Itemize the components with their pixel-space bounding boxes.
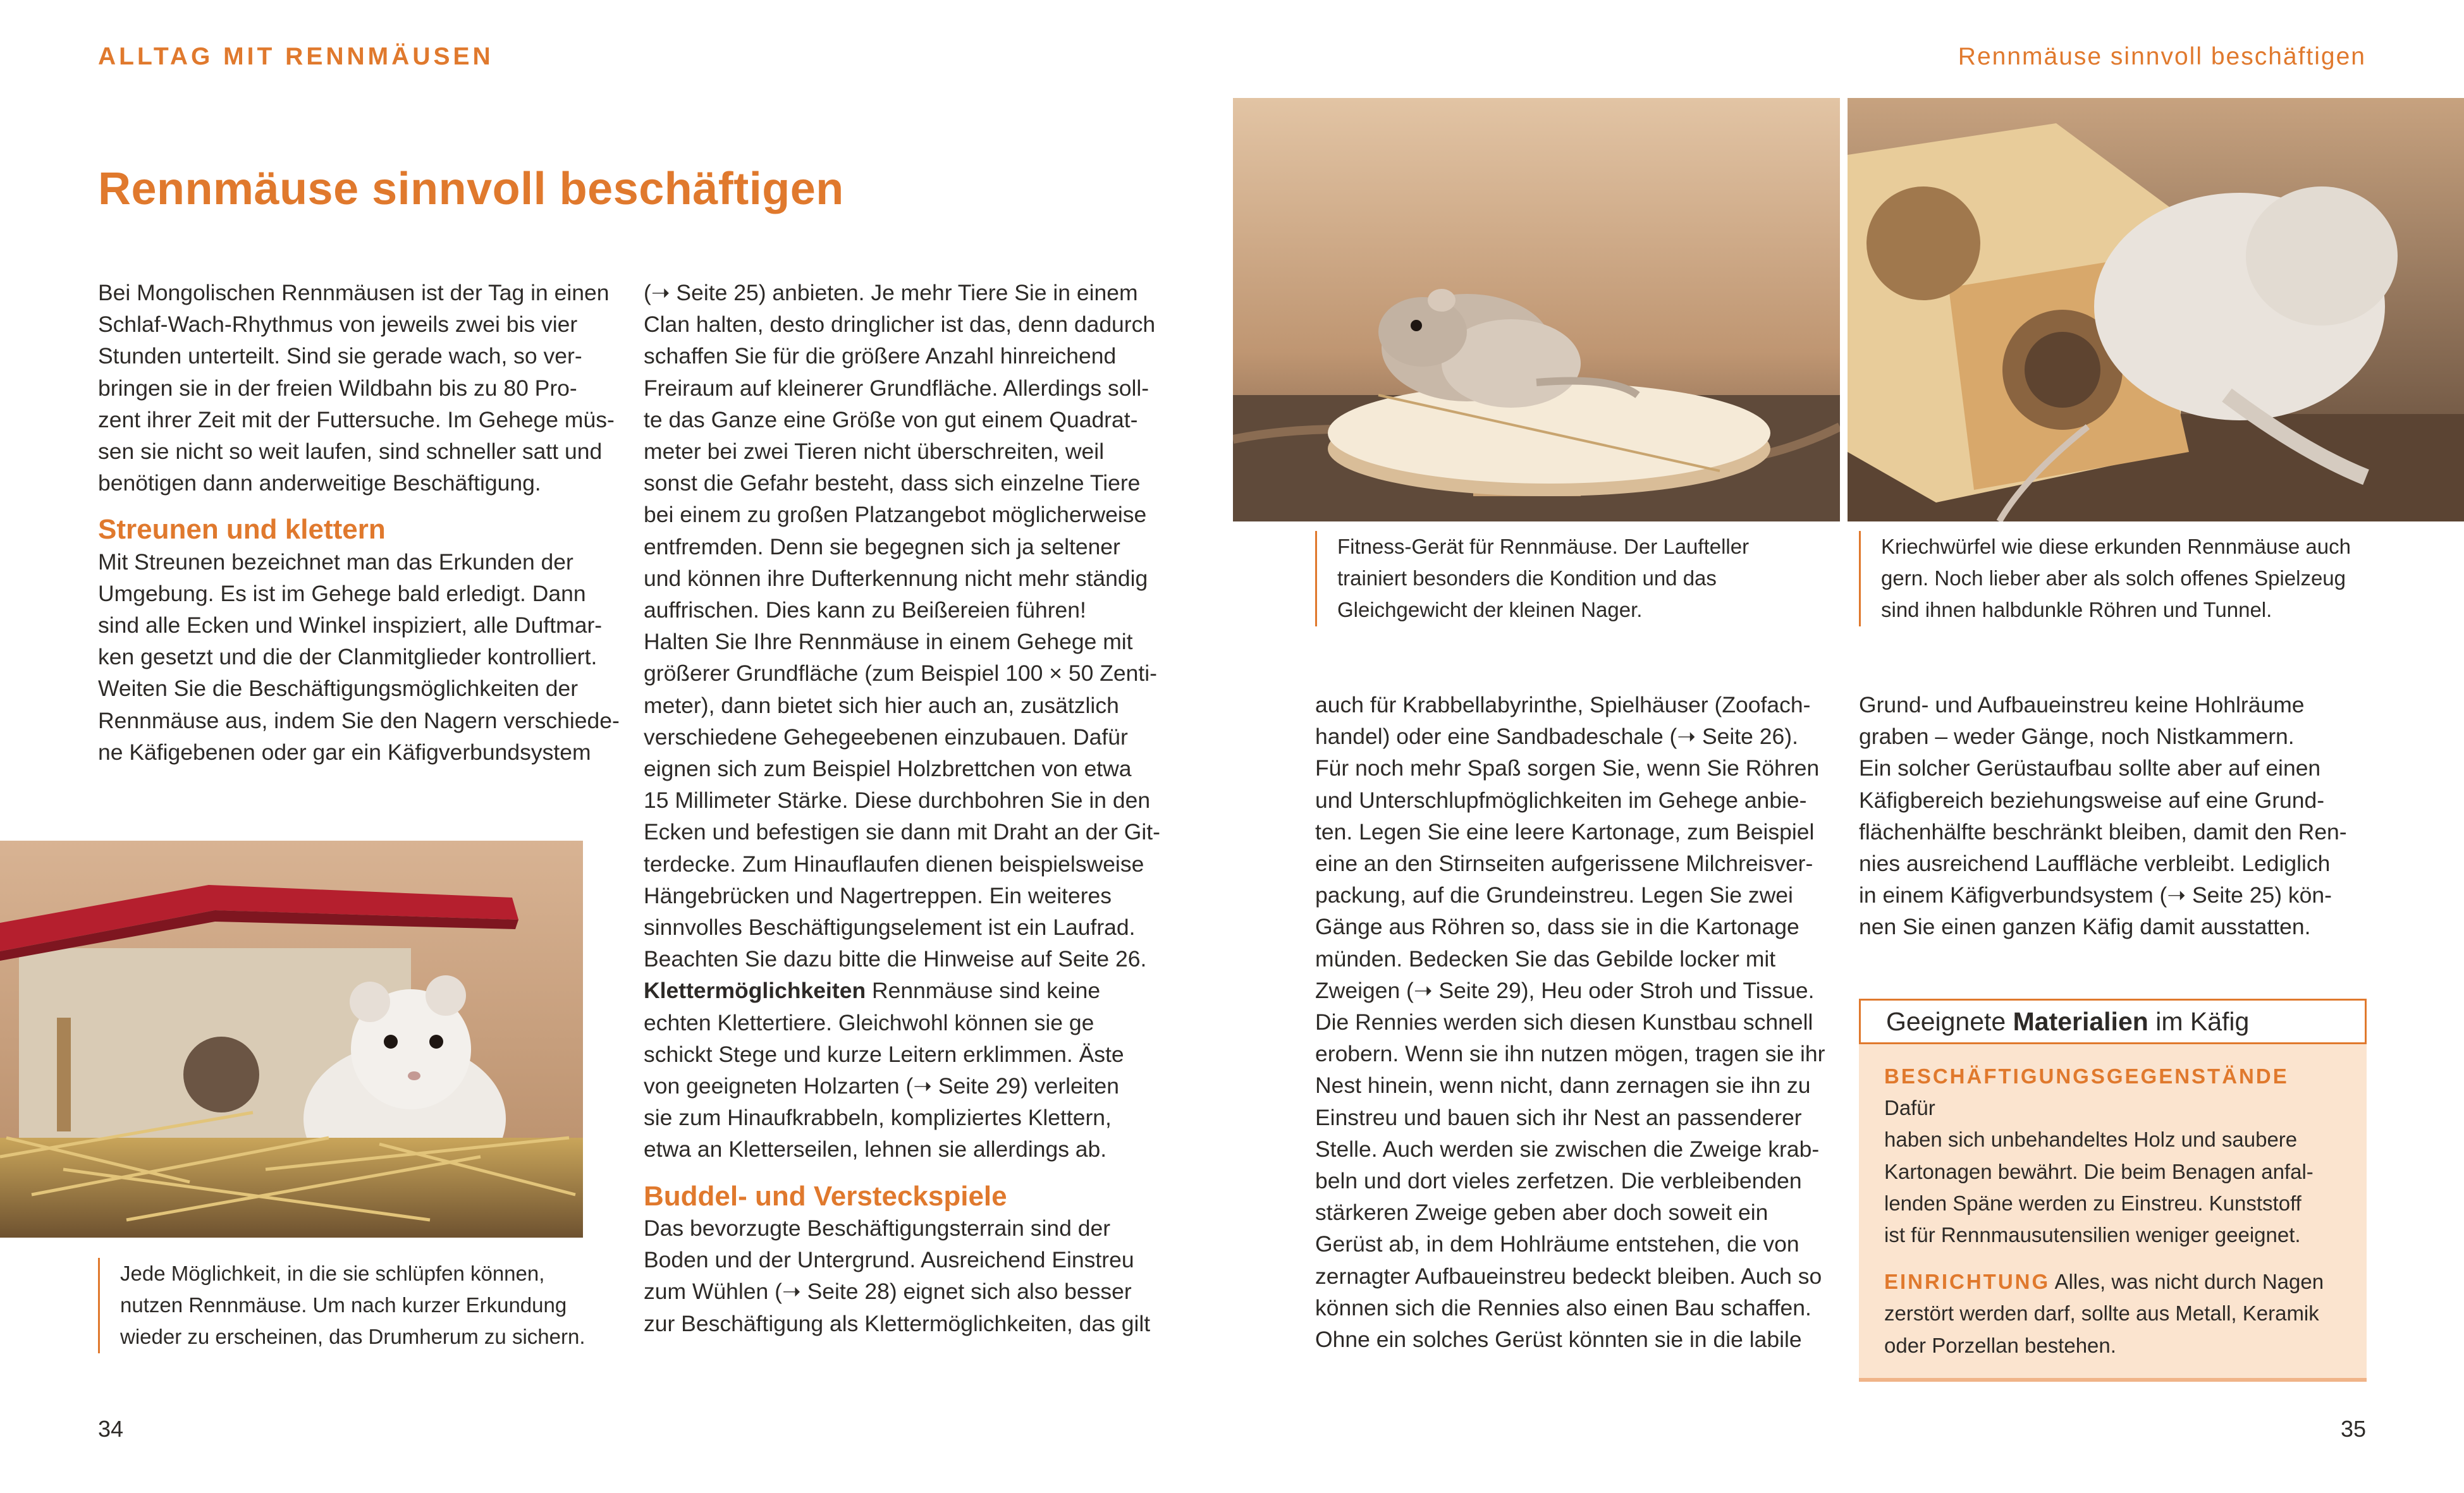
column-3-paragraph: auch für Krabbellabyrinthe, Spielhäuser (Zoofach- handel) oder eine Sandbadeschale (➝ Seite 26). Für noch mehr Spaß sorgen Sie, wenn Sie Röhren und Unterschlupfmöglichkeiten im Gehege anbie- ten. Legen Sie eine leere Kartonage, zum Beispiel eine an den Stirnseiten aufgerissene Milchreisver- packung, auf die Grundeinstreu. Legen Sie zwei Gänge aus Röhren so, dass sie in die Kartonage münden. Bedecken Sie das Gebilde locker mit Zweigen (➝ Seite 29), Heu oder Stroh und Tissue. Die Rennies werden sich diesen Kunstbau schnell erobern. Wenn sie ihn nutzen mögen, tragen sie ihr Nest hinein, wenn nicht, dann zernagen sie ihn zu Einstreu und bauen sich ihr Nest an passenderer Stelle. Auch werden sie zwischen die Zweige krab- beln und dort vieles zerfetzen. Die verbleibenden stärkeren Zweige geben aber doch soweit ein Gerüst ab, in dem Hohlräume entstehen, die von zernagter Aufbaueinstreu bedeckt bleiben. Auch so können sich die Rennies also einen Bau schaffen. Ohne ein solches Gerüst könnten sie in die labile: [1315, 692, 1825, 1353]
caption-plate: Fitness-Gerät für Rennmäuse. Der Laufteller trainiert besonders die Kondition und das Gleichgewicht der kleinen Nager.: [1315, 531, 1830, 626]
page-number-right: 35: [2340, 1416, 2366, 1442]
buddel-paragraph: Das bevorzugte Beschäftigungsterrain sind der Boden und der Untergrund. Ausreichend Einstreu zum Wühlen (➝ Seite 28) eignet sich also besser zur Beschäftigung als Klettermöglichkeiten, das gilt: [644, 1215, 1151, 1336]
page-number-left: 34: [98, 1416, 124, 1442]
photo-gerbil-running-plate: [1233, 98, 1840, 521]
column-3: [1315, 689, 1840, 1355]
photo-gerbil-crawl-cube: [1848, 98, 2464, 521]
column-4: [1859, 689, 2384, 943]
column-4-paragraph: Grund- und Aufbaueinstreu keine Hohlräume graben – weder Gänge, noch Nistkammern. Ein solcher Gerüstaufbau sollte aber auf einen Käfigbereich beziehungsweise auf eine Grund- flächenhälfte beschränkt bleiben, damit den Ren- nies ausreichend Lauffläche verbleibt. Lediglich in einem Käfigverbundsystem (➝ Seite 25) kön- nen Sie einen ganzen Käfig damit ausstatten.: [1859, 692, 2347, 940]
info-box-materials: [1859, 999, 2367, 1382]
info-item-beschaeftigung: BESCHÄFTIGUNGSGEGENSTÄNDE Dafür haben sich unbehandeltes Holz und saubere Kartonagen bewährt. Die beim Benagen anfal- lenden Späne werden zu Einstreu. Kunststoff ist für Rennmausutensilien weniger geeignet.: [1884, 1064, 2314, 1247]
photo-gerbil-house: [0, 841, 583, 1238]
column-2-paragraph: (➝ Seite 25) anbieten. Je mehr Tiere Sie in einem Clan halten, desto dringlicher ist das, denn dadurch schaffen Sie für die größere Anzahl hinreichend Freiraum auf kleinerer Grundfläche. Allerdings soll- te das Ganze eine Größe von gut einem Quadrat- meter bei zwei Tieren nicht überschreiten, weil sonst die Gefahr besteht, dass sich einzelne Tiere bei einem zu großen Platzangebot möglicherweise entfremden. Denn sie begegnen sich ja seltener und können ihre Dufterkennung nicht mehr ständig auffrischen. Dies kann zu Beißereien führen! Halten Sie Ihre Rennmäuse in einem Gehege mit größerer Grundfläche (zum Beispiel 100 × 50 Zenti- meter), dann bietet sich hier auch an, zusätzlich verschiedene Gehegeebenen einzubauen. Dafür eignen sich zum Beispiel Holzbrettchen von etwa 15 Millimeter Stärke. Diese durchbohren Sie in den Ecken und befestigen sie dann mit Draht an der Git- terdecke. Zum Hinauflaufen dienen beispielsweise Hängebrücken und Nagertreppen. Ein weiteres sinnvolles Beschäftigungselement ist ein Laufrad. Beachten Sie dazu bitte die Hinweise auf Seite 26. Klettermöglichkeiten Rennmäuse sind keine echten Klettertiere. Gleichwohl können sie ge schickt Stege und kurze Leitern erklimmen. Äste von geeigneten Holzarten (➝ Seite 29) verleiten sie zum Hinaufkrabbeln, kompliziertes Klettern, etwa an Kletterseilen, lehnen sie allerdings ab.: [644, 280, 1160, 1162]
lead-word-klettermoeglichkeiten: Klettermöglichkeiten: [644, 978, 866, 1004]
info-item-einrichtung: EINRICHTUNG Alles, was nicht durch Nagen zerstört werden darf, sollte aus Metall, Keramik oder Porzellan bestehen.: [1884, 1270, 2324, 1357]
column-1: [98, 277, 623, 768]
heading-buddel: Buddel- und Versteckspiele: [644, 1180, 1007, 1212]
heading-streunen: Streunen und klettern: [98, 514, 386, 545]
intro-paragraph: Bei Mongolischen Rennmäusen ist der Tag in einen Schlaf-Wach-Rhythmus von jeweils zwei bis vier Stunden unterteilt. Sind sie gerade wach, so ver- bringen sie in der freien Wildbahn bis zu 80 Pro- zent ihrer Zeit mit der Futtersuche. Im Gehege müs- sen sie nicht so weit laufen, sind schneller satt und benötigen dann anderweitige Beschäftigung.: [98, 280, 615, 496]
running-head-right: Rennmäuse sinnvoll beschäftigen: [1958, 43, 2366, 70]
running-head-left: ALLTAG MIT RENNMÄUSEN: [98, 43, 494, 70]
column-2: [644, 277, 1168, 1339]
streunen-paragraph: Mit Streunen bezeichnet man das Erkunden der Umgebung. Es ist im Gehege bald erledigt. Dann sind alle Ecken und Winkel inspiziert, alle Duftmar- ken gesetzt und die der Clanmitglieder kontrolliert. Weiten Sie die Beschäftigungsmöglichkeiten der Rennmäuse aus, indem Sie den Nagern verschiede- ne Käfigebenen oder gar ein Käfigverbundsystem: [98, 549, 620, 765]
caption-house: Jede Möglichkeit, in die sie schlüpfen können, nutzen Rennmäuse. Um nach kurzer Erkundung wieder zu erscheinen, das Drumherum zu sichern.: [98, 1258, 601, 1353]
caption-cube: Kriechwürfel wie diese erkunden Rennmäuse auch gern. Noch lieber aber als solch offenes Spielzeug sind ihnen halbdunkle Röhren und Tunnel.: [1859, 531, 2387, 626]
info-box-title: Geeignete Materialien im Käfig: [1859, 999, 2367, 1044]
page-title: Rennmäuse sinnvoll beschäftigen: [98, 164, 844, 214]
info-box-body: [1859, 1044, 2367, 1382]
